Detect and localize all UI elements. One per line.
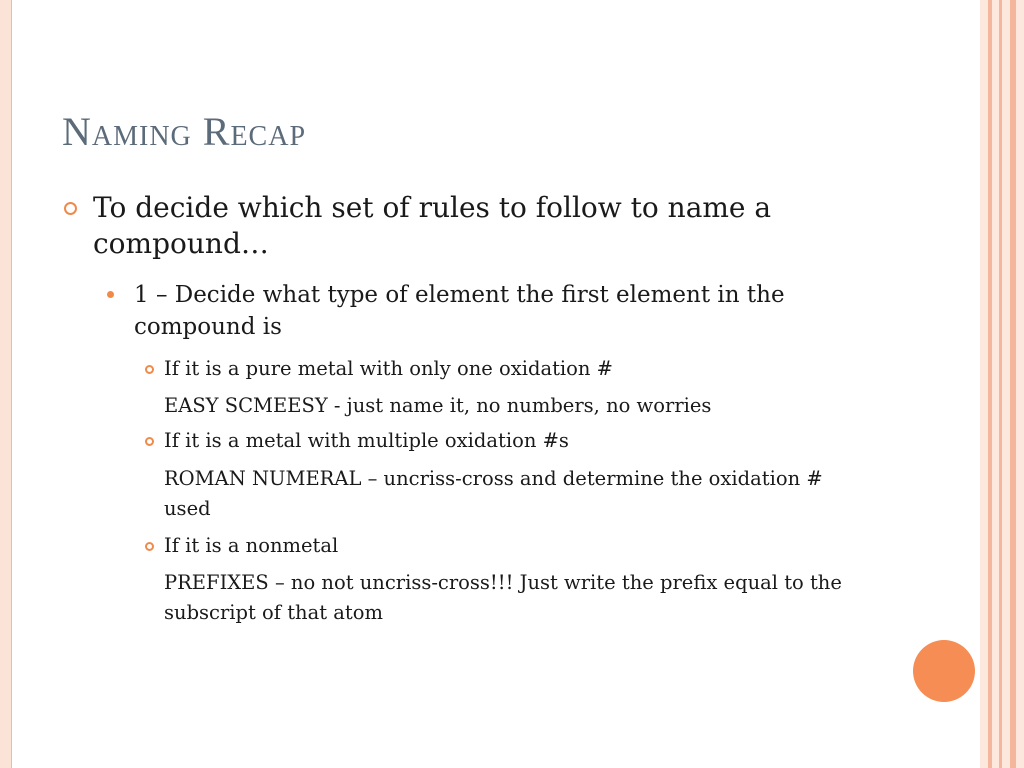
level1-text: To decide which set of rules to follow to name a compound…: [93, 191, 772, 260]
level3-detail: EASY SCMEESY - just name it, no numbers, no worries: [164, 394, 712, 417]
bullet-dot-icon: [107, 291, 114, 298]
frame-stripe: [1010, 0, 1016, 768]
level3-detail: PREFIXES – no not uncriss-cross!!! Just write the prefix equal to the subscript of that atom: [164, 571, 842, 624]
decorative-circle: [913, 640, 975, 702]
level2-text: 1 – Decide what type of element the first element in the compound is: [134, 282, 785, 340]
slide-title: Naming Recap: [62, 109, 307, 154]
right-frame-border: [980, 0, 1024, 768]
bullet-ring-icon: [145, 542, 154, 551]
left-frame-border: [0, 0, 12, 768]
level3-bullet: If it is a metal with multiple oxidation #s: [164, 429, 569, 452]
bullet-ring-icon: [145, 365, 154, 374]
level3-bullet: If it is a nonmetal: [164, 534, 339, 557]
level3-bullet: If it is a pure metal with only one oxidation #: [164, 357, 613, 380]
bullet-ring-icon: [145, 437, 154, 446]
level3-detail: ROMAN NUMERAL – uncriss-cross and determine the oxidation # used: [164, 467, 823, 520]
bullet-ring-icon: [64, 202, 77, 215]
frame-stripe: [999, 0, 1002, 768]
frame-stripe: [988, 0, 992, 768]
